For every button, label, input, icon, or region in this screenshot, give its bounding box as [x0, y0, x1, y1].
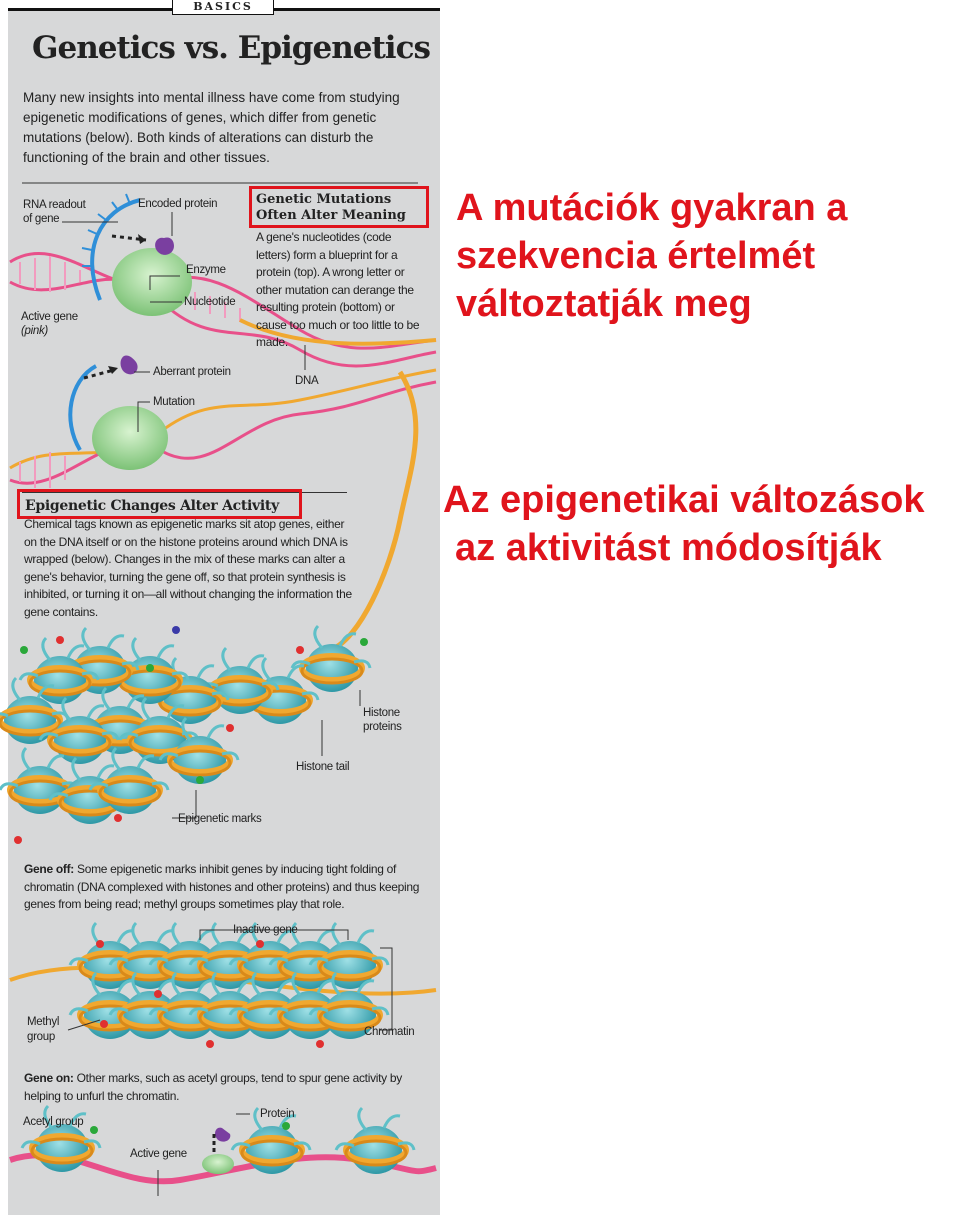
label-histone-proteins: Histone	[363, 707, 400, 719]
histone-cluster	[0, 626, 370, 824]
label-chromatin: Chromatin	[364, 1026, 415, 1038]
label-active-gene-pink: (pink)	[21, 325, 48, 337]
mutation-heading-line1: Genetic Mutations	[256, 192, 392, 207]
label-epigenetic-marks: Epigenetic marks	[178, 813, 262, 825]
label-mutation: Mutation	[153, 396, 195, 408]
gene-on-text	[24, 1070, 424, 1105]
mutation-body: A gene's nucleotides (code letters) form a blueprint for a protein (top). A wrong letter or other mutation can derange the resulting protein (bottom) or cause too much or too little to be made.	[256, 230, 420, 349]
annotation-mutations-line1: A mutációk gyakran a	[456, 187, 848, 229]
chromatin-fiber	[10, 923, 436, 1039]
annotation-mutations-line3: változtatják meg	[456, 283, 752, 325]
annotation-epi-line1: Az epigenetikai változások	[443, 479, 925, 521]
gene-on-lead: Gene on:	[24, 1071, 74, 1085]
annotation-epigenetics	[443, 476, 925, 572]
intro-text: Many new insights into mental illness have come from studying epigenetic modifications of genes, which differ from genetic mutations (below). Both kinds of alterations can disturb the functioning of the brain and other tissues.	[23, 90, 400, 165]
page-title: Genetics vs. Epigenetics	[32, 30, 430, 66]
label-acetyl-group: Acetyl group	[23, 1116, 84, 1128]
label-active-gene: Active gene	[21, 311, 78, 323]
gene-off-lead: Gene off:	[24, 862, 74, 876]
label-protein: Protein	[260, 1108, 295, 1120]
mutation-highlight-box	[249, 186, 429, 228]
enzyme-shape-2	[92, 406, 168, 470]
label-rna-readout: RNA readout	[23, 199, 86, 211]
basics-tab: BASICS	[172, 0, 274, 15]
label-histone-proteins-2: proteins	[363, 721, 402, 733]
gene-off-text	[24, 861, 424, 914]
label-methyl-group-2: group	[27, 1031, 55, 1043]
gene-on-body: Other marks, such as acetyl groups, tend to spur gene activity by helping to unfurl the chromatin.	[24, 1071, 402, 1103]
label-encoded-protein: Encoded protein	[138, 198, 218, 210]
label-active-gene-bottom: Active gene	[130, 1148, 187, 1160]
aberrant-protein-shape	[121, 355, 138, 374]
label-rna-readout-2: of gene	[23, 213, 60, 225]
annotation-mutations	[456, 184, 847, 328]
enzyme-shape	[112, 248, 192, 316]
gene-off-body: Some epigenetic marks inhibit genes by inducing tight folding of chromatin (DNA complexed with histones and other proteins) and thus keeping genes from being read; methyl groups sometimes play that role.	[24, 862, 420, 911]
epigenetic-body: Chemical tags known as epigenetic marks sit atop genes, either on the DNA itself or on the histone proteins around which DNA is wrapped (below). Changes in the mix of these marks can alter a gene's behavior, turning the gene off, so that protein synthesis is inhibited, or turning it on—all without changing the information the gene contains.	[24, 517, 352, 619]
label-methyl-group: Methyl	[27, 1016, 60, 1028]
label-histone-tail: Histone tail	[296, 761, 350, 773]
label-nucleotide: Nucleotide	[184, 296, 236, 308]
annotation-epi-line2: az aktivitást módosítják	[455, 527, 882, 569]
label-dna: DNA	[295, 375, 319, 387]
annotation-mutations-line2: szekvencia értelmét	[456, 235, 816, 277]
label-inactive-gene: Inactive gene	[233, 924, 298, 936]
label-enzyme: Enzyme	[186, 264, 226, 276]
epigenetic-highlight-box	[17, 489, 302, 519]
epigenetic-heading: Epigenetic Changes Alter Activity	[25, 498, 279, 514]
mutation-heading-line2: Often Alter Meaning	[256, 208, 406, 223]
label-aberrant-protein: Aberrant protein	[153, 366, 231, 378]
